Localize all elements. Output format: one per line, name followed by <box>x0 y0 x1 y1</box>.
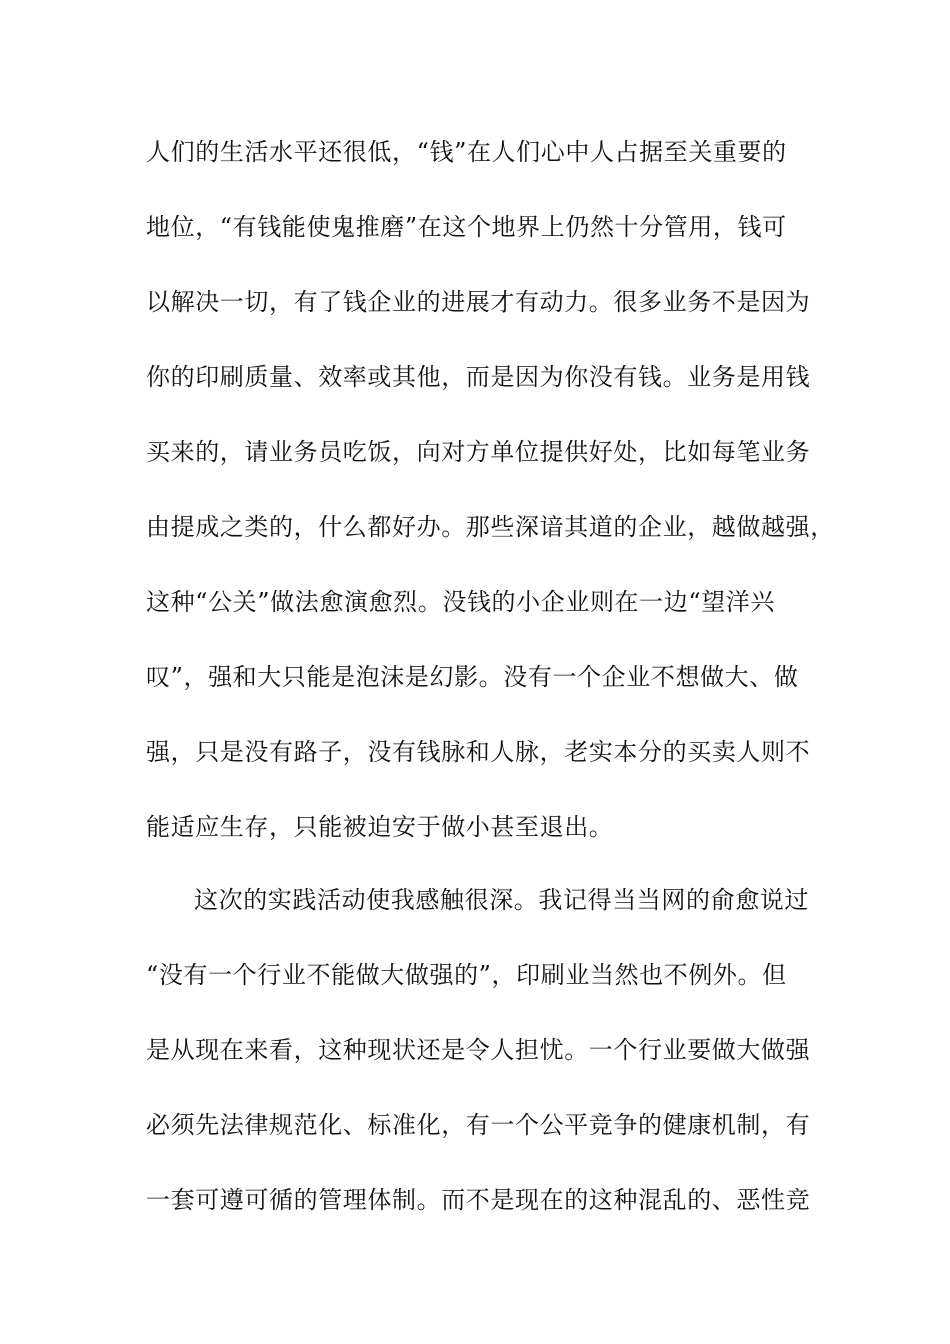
paragraph-2-line-5: 一套可遵可循的管理体制。而不是现在的这种混乱的、恶性竞 <box>146 1186 811 1214</box>
paragraph-1-line-2: 地位，“有钱能使鬼推磨”在这个地界上仍然十分管用，钱可 <box>146 213 787 241</box>
paragraph-1-line-4: 你的印刷质量、效率或其他，而是因为你没有钱。业务是用钱 <box>146 363 811 391</box>
paragraph-1-line-7: 这种“公关”做法愈演愈烈。没钱的小企业则在一边“望洋兴 <box>146 588 776 616</box>
paragraph-1-line-6: 由提成之类的，什么都好办。那些深谙其道的企业，越做越强， <box>146 513 835 541</box>
paragraph-1-line-3: 以解决一切，有了钱企业的进展才有动力。很多业务不是因为 <box>146 288 811 316</box>
paragraph-2-line-3: 是从现在来看，这种现状还是令人担忧。一个行业要做大做强 <box>146 1036 811 1064</box>
paragraph-1-line-5: 买来的，请业务员吃饭，向对方单位提供好处，比如每笔业务 <box>146 438 811 466</box>
paragraph-2-line-4: 必须先法律规范化、标准化，有一个公平竞争的健康机制，有 <box>146 1111 811 1139</box>
paragraph-1-line-9: 强，只是没有路子，没有钱脉和人脉，老实本分的买卖人则不 <box>146 738 811 766</box>
paragraph-2-line-1: 这次的实践活动使我感触很深。我记得当当网的俞愈说过 <box>194 886 809 914</box>
paragraph-2-line-2: “没有一个行业不能做大做强的”，印刷业当然也不例外。但 <box>146 961 787 989</box>
paragraph-1-line-1: 人们的生活水平还很低，“钱”在人们心中人占据至关重要的 <box>146 138 787 166</box>
paragraph-1-line-10: 能适应生存，只能被迫安于做小甚至退出。 <box>146 813 614 841</box>
paragraph-1-line-8: 叹”，强和大只能是泡沫是幻影。没有一个企业不想做大、做 <box>146 663 799 691</box>
